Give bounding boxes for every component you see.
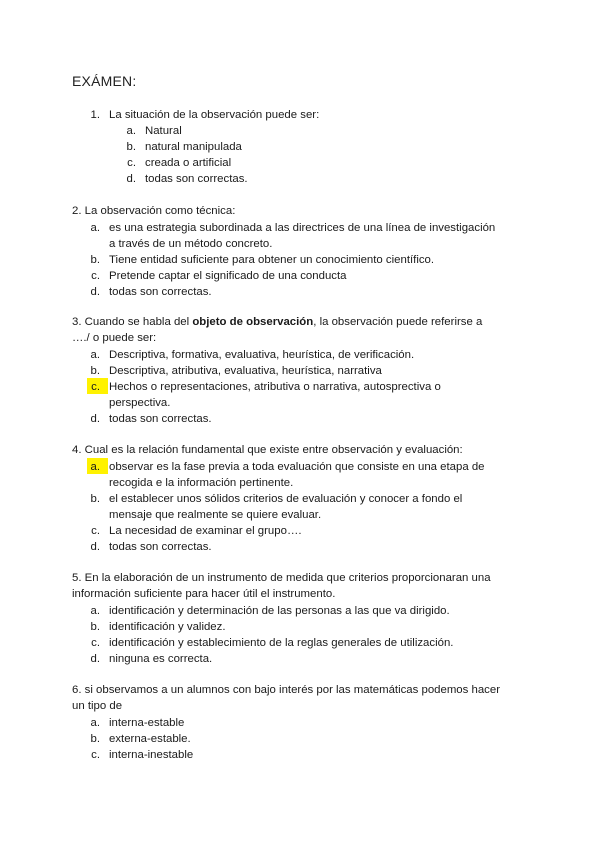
option-text-continuation: perspectiva. [109,397,171,409]
question-text-pre: 3. Cuando se habla del [72,316,193,328]
question-text-bold: objeto de observación [192,316,314,328]
option-text: externa-estable. [109,733,191,745]
option-text: todas son correctas. [109,541,212,553]
question-text: 2. La observación como técnica: [72,205,236,217]
option-letter: d. [90,541,100,553]
option-text: creada o artificial [145,157,232,169]
option-letter: d. [126,173,136,185]
question-text-continuation: …./ o puede ser: [72,332,157,344]
option-letter: a. [126,125,136,137]
option-text-continuation: mensaje que realmente se quiere evaluar. [109,509,322,521]
option-text: Hechos o representaciones, atributiva o narrativa, autosprectiva o [109,381,441,393]
option-letter: a. [90,717,100,729]
option-text: todas son correctas. [145,173,248,185]
option-text: Tiene entidad suficiente para obtener un conocimiento científico. [109,254,435,266]
question-text: La situación de la observación puede ser: [109,109,320,121]
option-text: interna-inestable [109,749,194,761]
option-text: identificación y establecimiento de la reglas generales de utilización. [109,637,454,649]
option-letter: a. [90,605,100,617]
option-text: natural manipulada [145,141,242,153]
option-text: Natural [145,125,182,137]
option-text: identificación y determinación de las personas a las que va dirigido. [109,605,450,617]
option-letter: c. [91,270,100,282]
option-letter-highlighted: c. [91,381,100,393]
option-text: Descriptiva, formativa, evaluativa, heurística, de verificación. [109,349,415,361]
option-letter: b. [90,493,100,505]
option-letter: b. [90,365,100,377]
option-text: Descriptiva, atributiva, evaluativa, heurística, narrativa [109,365,382,377]
question-text-continuation: un tipo de [72,700,123,712]
option-letter: d. [90,286,100,298]
question-text-continuation: información suficiente para hacer útil el instrumento. [72,588,336,600]
option-text: todas son correctas. [109,286,212,298]
option-letter: c. [91,749,100,761]
option-text: el establecer unos sólidos criterios de evaluación y conocer a fondo el [109,493,463,505]
question-text [72,314,482,330]
question-text: 5. En la elaboración de un instrumento de medida que criterios proporcionaran una [72,572,491,584]
question-text: 4. Cual es la relación fundamental que existe entre observación y evaluación: [72,444,463,456]
option-letter: c. [91,637,100,649]
option-letter: d. [90,653,100,665]
option-text-continuation: a través de un método concreto. [109,238,273,250]
option-letter: b. [90,733,100,745]
option-letter: d. [90,413,100,425]
option-letter: a. [90,349,100,361]
option-letter: b. [126,141,136,153]
option-letter-highlighted: a. [90,461,100,473]
option-text-continuation: recogida e la información pertinente. [109,477,294,489]
option-text: es una estrategia subordinada a las directrices de una línea de investigación [109,222,496,234]
option-text: ninguna es correcta. [109,653,213,665]
option-text: interna-estable [109,717,185,729]
option-text: La necesidad de examinar el grupo…. [109,525,302,537]
option-letter: c. [91,525,100,537]
question-number: 1. [90,109,100,121]
exam-title: EXÁMEN: [72,73,137,89]
option-text: observar es la fase previa a toda evaluación que consiste en una etapa de [109,461,485,473]
option-letter: b. [90,254,100,266]
option-letter: b. [90,621,100,633]
option-letter: c. [127,157,136,169]
option-text: identificación y validez. [109,621,226,633]
question-text: 6. si observamos a un alumnos con bajo interés por las matemáticas podemos hacer [72,684,500,696]
option-letter: a. [90,222,100,234]
option-text: todas son correctas. [109,413,212,425]
option-text: Pretende captar el significado de una conducta [109,270,347,282]
question-text-post: , la observación puede referirse a [313,316,483,328]
